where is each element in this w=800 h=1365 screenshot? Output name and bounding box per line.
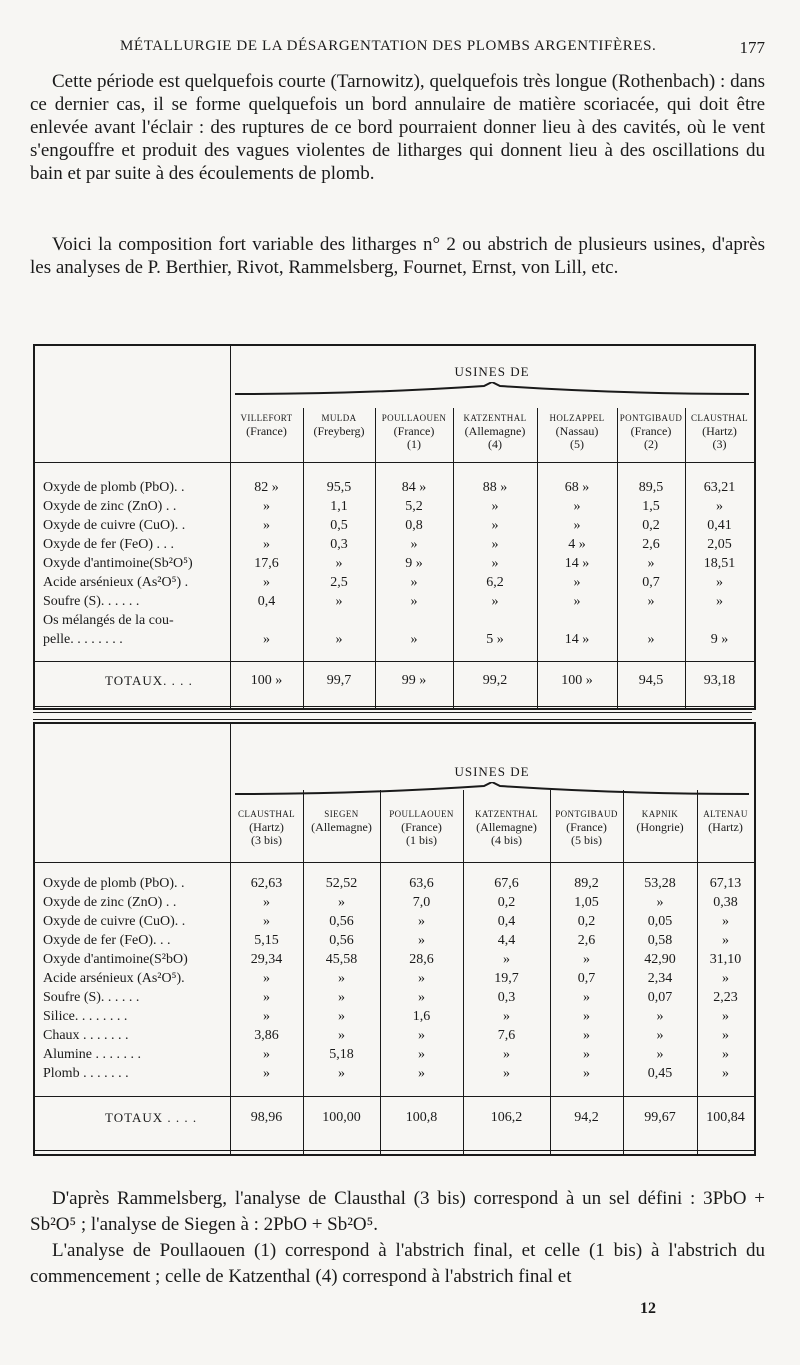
column-name: MULDA (321, 413, 357, 423)
table-cell: » (491, 556, 499, 571)
table-cell: » (656, 1028, 664, 1043)
value-column (537, 478, 617, 649)
column-ref: (1) (407, 437, 421, 451)
table-cell: 5,15 (254, 933, 279, 948)
column-name: KAPNIK (641, 809, 679, 819)
table-cell: 82 » (254, 480, 279, 495)
table-cell: 28,6 (409, 952, 434, 967)
table-cell: » (338, 1028, 345, 1043)
table-cell: » (656, 895, 664, 910)
row-label: Chaux . . . . . . . (43, 1028, 129, 1043)
value-column (453, 478, 537, 649)
table-cell: » (491, 537, 499, 552)
row-label: Plomb . . . . . . . (43, 1066, 129, 1081)
table-cell: 1,6 (412, 1009, 431, 1024)
column-ref: (3 bis) (251, 833, 282, 847)
total-cell: 94,5 (638, 673, 664, 688)
row-label: pelle. . . . . . . . (43, 632, 123, 647)
column-region: (Hartz) (249, 820, 284, 834)
table-cell: » (503, 1009, 510, 1024)
table-cell: » (418, 990, 425, 1005)
row-label: Oxyde de fer (FeO). . . (43, 933, 171, 948)
row-label: Acide arsénieux (As²O⁵). (43, 971, 185, 986)
value-column (230, 874, 303, 1083)
table-cell: » (583, 990, 590, 1005)
row-label: Oxyde de plomb (PbO). . (43, 480, 185, 495)
column-region: (Freyberg) (313, 424, 365, 438)
table-cell (303, 611, 375, 630)
table-cell: » (716, 594, 723, 609)
table-cell: » (573, 499, 581, 514)
table-cell: » (503, 952, 510, 967)
table-cell: 67,13 (709, 876, 742, 891)
column-region: (France) (630, 424, 672, 438)
column-name: HOLZAPPEL (549, 413, 605, 423)
header-rule (35, 862, 754, 863)
column-region: (Hartz) (702, 424, 737, 438)
table-cell (375, 611, 453, 630)
table-cell: 0,7 (642, 575, 660, 590)
table-cell: 0,4 (257, 594, 276, 609)
table-cell: » (491, 594, 499, 609)
table-cell: » (573, 575, 581, 590)
table-cell: 0,7 (577, 971, 596, 986)
column-header (617, 412, 685, 451)
table-cell: 14 » (564, 556, 590, 571)
table-cell: 17,6 (254, 556, 279, 571)
value-column (303, 874, 380, 1083)
column-name: CLAUSTHAL (690, 413, 749, 423)
total-cell: 106,2 (490, 1110, 523, 1125)
table-cell: » (410, 537, 418, 552)
table-cell: » (410, 575, 418, 590)
table-cell: » (722, 914, 729, 929)
column-ref: (1 bis) (406, 833, 437, 847)
table-cell: » (583, 1047, 590, 1062)
table-cell: 0,8 (405, 518, 423, 533)
column-name: POULLAOUEN (381, 413, 447, 423)
column-name: CLAUSTHAL (237, 809, 296, 819)
table-cell: » (656, 1047, 664, 1062)
column-name: KATZENTHAL (463, 413, 527, 423)
row-label: Os mélangés de la cou- (43, 613, 174, 628)
column-header (697, 808, 754, 834)
column-header (380, 808, 463, 847)
table-cell: » (338, 1066, 345, 1081)
table-cell: » (263, 914, 270, 929)
table-cell: » (263, 895, 270, 910)
table-cell: 4,4 (497, 933, 516, 948)
table-cell: » (418, 914, 425, 929)
table-cell: 67,6 (494, 876, 519, 891)
table-cell: 84 » (401, 480, 427, 495)
total-cell: 99,7 (326, 673, 352, 688)
table-cell: 4 » (568, 537, 586, 552)
row-label: Oxyde de cuivre (CuO). . (43, 518, 186, 533)
table-cell: 5 » (486, 632, 504, 647)
table-cell: » (722, 1066, 729, 1081)
header-rule (35, 462, 754, 463)
column-name: PONTGIBAUD (619, 413, 683, 423)
table-cell: » (418, 933, 425, 948)
table-cell: » (263, 499, 270, 514)
group-title: USINES DE (454, 364, 530, 379)
column-header (550, 808, 623, 847)
total-cell: 99,67 (644, 1110, 676, 1125)
column-header (537, 412, 617, 451)
brace-icon (235, 782, 749, 798)
column-ref: (5) (570, 437, 584, 451)
table-cell: 2,6 (577, 933, 596, 948)
column-ref: (5 bis) (571, 833, 602, 847)
table-cell: » (647, 594, 655, 609)
table-cell: » (410, 632, 418, 647)
table-cell: 89,2 (574, 876, 599, 891)
table-cell: 88 » (482, 480, 508, 495)
table-cell: » (503, 1066, 510, 1081)
table-cell: 52,52 (325, 876, 358, 891)
column-region: (France) (566, 820, 607, 834)
total-rule-bottom (35, 706, 754, 707)
total-cell: 94,2 (574, 1110, 599, 1125)
table-cell: 0,56 (329, 914, 354, 929)
row-labels (43, 478, 193, 649)
column-name: VILLEFORT (240, 413, 293, 423)
total-cell: 98,96 (250, 1110, 283, 1125)
column-name: SIEGEN (324, 809, 359, 819)
table-cell: 0,05 (647, 914, 673, 929)
group-title: USINES DE (454, 764, 530, 779)
table-cell: 89,5 (638, 480, 664, 495)
table-cell: » (418, 1066, 425, 1081)
column-header (230, 808, 303, 847)
total-cell: 100 » (561, 673, 593, 688)
total-cell: 100,84 (706, 1110, 745, 1125)
column-header (375, 412, 453, 451)
table-cell: 63,6 (409, 876, 434, 891)
value-column (380, 874, 463, 1083)
table-cell: 0,5 (330, 518, 348, 533)
table-cell: 0,2 (577, 914, 596, 929)
table-cell: » (722, 1009, 729, 1024)
row-label: Silice. . . . . . . . (43, 1009, 128, 1024)
table-cell: 1,5 (642, 499, 660, 514)
table-cell: » (722, 1028, 729, 1043)
value-column (375, 478, 453, 649)
column-ref: (2) (644, 437, 658, 451)
total-cell: 99 » (401, 673, 427, 688)
column-ref: (3) (712, 437, 727, 451)
header-title: MÉTALLURGIE DE LA DÉSARGENTATION DES PLOMBS ARGENTIFÈRES. (120, 38, 657, 54)
row-label: Oxyde de zinc (ZnO) . . (43, 499, 177, 514)
table-cell: 9 » (405, 556, 423, 571)
table-cell: » (338, 971, 345, 986)
table-cell: » (647, 556, 655, 571)
column-region: (Nassau) (555, 424, 599, 438)
total-cell: 100,00 (322, 1110, 361, 1125)
table-cell (453, 611, 537, 630)
table-cell: 0,38 (713, 895, 738, 910)
total-cell: 93,18 (703, 673, 736, 688)
table-cell: 7,6 (497, 1028, 516, 1043)
table-cell: » (503, 1047, 510, 1062)
table-cell: 63,21 (703, 480, 736, 495)
column-region: (Allemagne) (464, 424, 526, 438)
table-cell (685, 611, 754, 630)
column-region: (France) (393, 424, 435, 438)
intro-text-2 (30, 233, 765, 279)
column-header (463, 808, 550, 847)
table-cell: » (583, 1009, 590, 1024)
table-cell: » (583, 1028, 590, 1043)
table-cell: » (263, 537, 270, 552)
table-cell: » (335, 556, 343, 571)
table-cell: 0,58 (647, 933, 673, 948)
table-cell: » (418, 1047, 425, 1062)
total-cell: 100 » (250, 673, 283, 688)
column-header (303, 808, 380, 834)
table-cell: » (335, 632, 343, 647)
analysis-table-2 (33, 722, 756, 1156)
value-column (697, 874, 754, 1083)
table-cell: 45,58 (325, 952, 358, 967)
analysis-table-1 (33, 344, 756, 710)
table-cell: 0,41 (707, 518, 732, 533)
column-region: (Allemagne) (311, 820, 372, 834)
value-column (303, 478, 375, 649)
table-cell: » (338, 1009, 345, 1024)
row-label: Soufre (S). . . . . . (43, 594, 140, 609)
total-label: TOTAUX. . . . (105, 673, 193, 688)
page-number: 177 (739, 38, 765, 57)
table-cell: » (583, 952, 590, 967)
outro-paragraph-1: D'après Rammelsberg, l'analyse de Clausthal (3 bis) correspond à un sel défini : 3PbO + Sb²O⁵ ; l'analyse de Siegen à : 2PbO + Sb²O⁵. (30, 1188, 765, 1235)
brace-icon (235, 382, 749, 398)
table-cell: » (263, 632, 270, 647)
table-cell: 0,2 (642, 518, 660, 533)
table-cell: 62,63 (250, 876, 283, 891)
table-cell: 0,2 (497, 895, 516, 910)
table-cell: 1,1 (330, 499, 348, 514)
total-cell: 99,2 (482, 673, 508, 688)
total-cell: 100,8 (405, 1110, 438, 1125)
value-column (623, 874, 697, 1083)
table-cell: 0,45 (647, 1066, 673, 1081)
table-cell: 9 » (710, 632, 729, 647)
row-label: Oxyde d'antimoine(Sb²O⁵) (43, 556, 193, 571)
value-column (463, 874, 550, 1083)
row-label: Alumine . . . . . . . (43, 1047, 141, 1062)
row-label: Oxyde d'antimoine(S²bO) (43, 952, 188, 967)
table-cell: 6,2 (486, 575, 504, 590)
column-name: PONTGIBAUD (555, 809, 618, 819)
column-region: (Hartz) (708, 820, 743, 834)
row-label: Acide arsénieux (As²O⁵) . (43, 575, 189, 590)
signature-mark: 12 (640, 1300, 656, 1317)
value-column (550, 874, 623, 1083)
row-label: Soufre (S). . . . . . (43, 990, 140, 1005)
table-cell: » (722, 971, 729, 986)
table-cell: » (263, 1009, 270, 1024)
table-cell: 42,90 (644, 952, 676, 967)
table-cell: » (338, 990, 345, 1005)
row-label: Oxyde de plomb (PbO). . (43, 876, 185, 891)
table-cell: 2,6 (642, 537, 660, 552)
table-cell: » (573, 594, 581, 609)
table-cell: » (335, 594, 343, 609)
table-cell: 31,10 (709, 952, 742, 967)
table-cell: 68 » (564, 480, 590, 495)
table-cell: 2,5 (330, 575, 348, 590)
outro-paragraph-2: L'analyse de Poullaouen (1) correspond à l'abstrich final, et celle (1 bis) à l'abstrich du commencement ; celle de Katzenthal (4) correspond à l'abstrich final et (30, 1240, 765, 1287)
table-cell: » (263, 971, 270, 986)
table-cell: » (722, 933, 729, 948)
column-region: (Hongrie) (636, 820, 684, 834)
table-cell: 3,86 (254, 1028, 279, 1043)
table-cell: » (716, 499, 723, 514)
table-cell: 7,0 (412, 895, 431, 910)
table-cell: 0,07 (647, 990, 673, 1005)
row-label: Oxyde de fer (FeO) . . . (43, 537, 175, 552)
table-cell: 0,56 (329, 933, 354, 948)
table-cell: » (491, 518, 499, 533)
table-cell: 5,2 (405, 499, 423, 514)
running-header (30, 38, 765, 62)
table-cell: » (716, 575, 723, 590)
table-cell: 5,18 (329, 1047, 354, 1062)
column-header (453, 412, 537, 451)
table-separator (33, 712, 752, 720)
table-cell: » (410, 594, 418, 609)
table-cell (537, 611, 617, 630)
table-cell: » (263, 1047, 270, 1062)
table-cell: » (647, 632, 655, 647)
table-cell: 1,05 (574, 895, 599, 910)
table-cell: » (263, 518, 270, 533)
table-cell (617, 611, 685, 630)
column-header (623, 808, 697, 834)
total-label: TOTAUX . . . . (105, 1110, 198, 1125)
column-ref: (4 bis) (491, 833, 522, 847)
column-ref: (4) (488, 437, 502, 451)
table-cell: 2,23 (713, 990, 738, 1005)
table-cell: 0,4 (497, 914, 516, 929)
table-cell: » (418, 971, 425, 986)
table-cell: » (338, 895, 345, 910)
table-cell: » (573, 518, 581, 533)
column-region: (France) (246, 424, 287, 438)
value-column (685, 478, 754, 649)
row-labels (43, 874, 188, 1083)
total-rule (35, 1096, 754, 1097)
table-cell: 14 » (564, 632, 590, 647)
table-cell: 2,05 (707, 537, 732, 552)
total-rule (35, 661, 754, 662)
intro-text (30, 70, 765, 185)
column-header (230, 412, 303, 438)
table-cell: 18,51 (703, 556, 736, 571)
table-cell: » (263, 1066, 270, 1081)
table-cell: 95,5 (326, 480, 352, 495)
table-cell: » (656, 1009, 664, 1024)
table-cell: » (263, 990, 270, 1005)
table-cell: 53,28 (644, 876, 676, 891)
column-name: POULLAOUEN (389, 809, 454, 819)
table-cell: » (491, 499, 499, 514)
row-label: Oxyde de cuivre (CuO). . (43, 914, 186, 929)
column-region: (France) (401, 820, 442, 834)
table-cell: » (722, 1047, 729, 1062)
column-name: ALTENAU (703, 809, 748, 819)
column-region: (Allemagne) (476, 820, 537, 834)
table-cell: 0,3 (330, 537, 348, 552)
table-cell: 19,7 (494, 971, 519, 986)
total-rule-bottom (35, 1150, 754, 1151)
intro-paragraph-1: Cette période est quelquefois courte (Tarnowitz), quelquefois très longue (Rothenbach) : dans ce dernier cas, il se forme quelquefois un bord annulaire de matière scoriacée, qui doit être enlevée avant l'éclair : des ruptures de ce bord pourraient donner lieu à des cavités, où le vent s'engouffre et produit des vagues violentes de litharges qui donnent lieu à des oscillations du bain et par suite à des écoulements de plomb. (30, 71, 765, 184)
column-name: KATZENTHAL (475, 809, 538, 819)
table-cell: » (263, 575, 270, 590)
table-cell: » (583, 1066, 590, 1081)
table-cell: 2,34 (647, 971, 673, 986)
column-header (303, 412, 375, 438)
table-cell: 0,3 (497, 990, 516, 1005)
column-header (685, 412, 754, 451)
intro-paragraph-2: Voici la composition fort variable des litharges n° 2 ou abstrich de plusieurs usines, d'après les analyses de P. Berthier, Rivot, Rammelsberg, Fournet, Ernst, von Lill, etc. (30, 234, 765, 278)
value-column (230, 478, 303, 649)
outro-text (30, 1186, 765, 1290)
table-cell: » (418, 1028, 425, 1043)
row-label: Oxyde de zinc (ZnO) . . (43, 895, 177, 910)
table-cell (230, 611, 303, 630)
table-cell: 29,34 (250, 952, 283, 967)
value-column (617, 478, 685, 649)
